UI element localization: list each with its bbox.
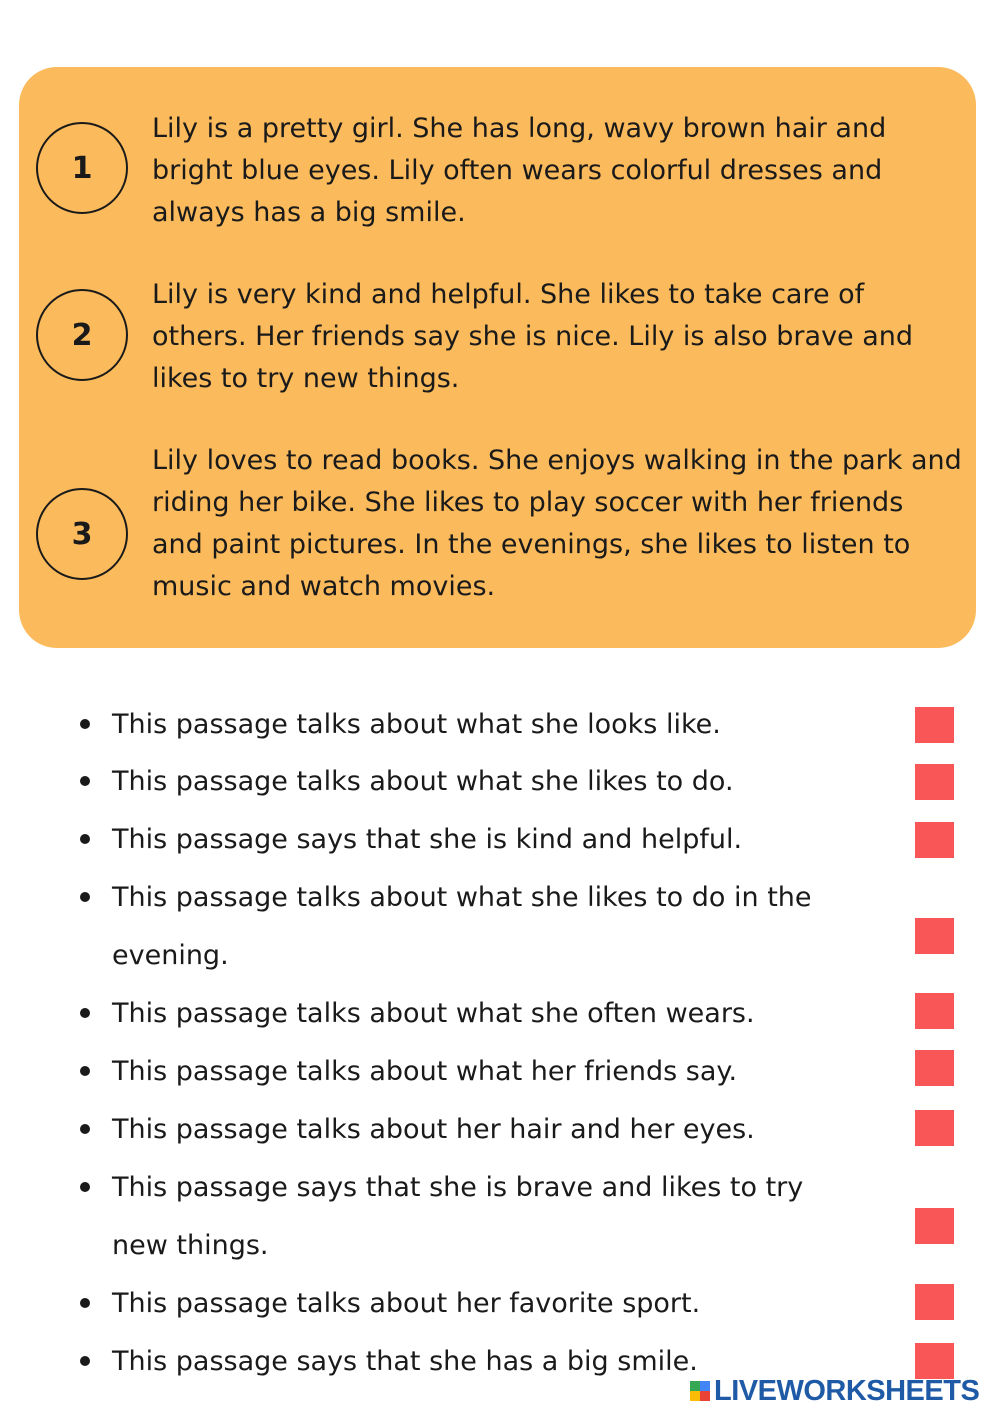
statement-text: This passage says that she is brave and likes to try new things. bbox=[112, 1172, 804, 1261]
statement-text: This passage says that she has a big smile. bbox=[112, 1346, 698, 1377]
statement-text: This passage talks about her favorite sport. bbox=[112, 1288, 701, 1319]
answer-box-5[interactable] bbox=[915, 993, 954, 1029]
passage-number-1: 1 bbox=[36, 122, 128, 214]
answer-box-1[interactable] bbox=[915, 707, 954, 743]
bullet-icon bbox=[80, 834, 90, 844]
statement-text: This passage talks about what she often wears. bbox=[112, 998, 755, 1029]
bullet-icon bbox=[80, 1356, 90, 1366]
statement-item bbox=[80, 1101, 860, 1159]
statement-text: This passage says that she is kind and helpful. bbox=[112, 824, 743, 855]
statement-item bbox=[80, 1159, 860, 1275]
bullet-icon bbox=[80, 1182, 90, 1192]
passage-number-2: 2 bbox=[36, 289, 128, 381]
liveworksheets-logo-icon bbox=[690, 1381, 710, 1401]
statement-item bbox=[80, 1275, 860, 1333]
liveworksheets-logo bbox=[690, 1376, 979, 1406]
bullet-icon bbox=[80, 1124, 90, 1134]
passage-number-3: 3 bbox=[36, 488, 128, 580]
statement-item bbox=[80, 696, 860, 754]
statement-text: This passage talks about what she likes to do. bbox=[112, 766, 734, 797]
answer-box-8[interactable] bbox=[915, 1208, 954, 1244]
bullet-icon bbox=[80, 1298, 90, 1308]
statement-text: This passage talks about what she likes to do in the evening. bbox=[112, 882, 812, 971]
statement-item bbox=[80, 1043, 860, 1101]
statement-item bbox=[80, 869, 860, 985]
statement-text: This passage talks about what she looks like. bbox=[112, 709, 721, 740]
statement-item bbox=[80, 753, 860, 811]
answer-box-9[interactable] bbox=[915, 1284, 954, 1320]
answer-box-6[interactable] bbox=[915, 1050, 954, 1086]
bullet-icon bbox=[80, 892, 90, 902]
statement-item bbox=[80, 811, 860, 869]
logo-text: LIVEWORKSHEETS bbox=[714, 1374, 980, 1407]
passage-1-text: Lily is a pretty girl. She has long, wavy brown hair and bright blue eyes. Lily often wears colorful dresses and always has a big smile. bbox=[152, 113, 887, 228]
passage-3-text: Lily loves to read books. She enjoys walking in the park and riding her bike. She likes to play soccer with her friends and paint pictures. In the evenings, she likes to listen to music and watch movies. bbox=[152, 445, 962, 602]
bullet-icon bbox=[80, 1066, 90, 1076]
statement-item bbox=[80, 985, 860, 1043]
bullet-icon bbox=[80, 719, 90, 729]
statement-text: This passage talks about what her friends say. bbox=[112, 1056, 738, 1087]
statement-text: This passage talks about her hair and her eyes. bbox=[112, 1114, 755, 1145]
bullet-icon bbox=[80, 776, 90, 786]
answer-box-7[interactable] bbox=[915, 1110, 954, 1146]
passage-2-text: Lily is very kind and helpful. She likes to take care of others. Her friends say she is nice. Lily is also brave and likes to try new things. bbox=[152, 279, 914, 394]
answer-box-4[interactable] bbox=[915, 918, 954, 954]
answer-box-2[interactable] bbox=[915, 764, 954, 800]
bullet-icon bbox=[80, 1008, 90, 1018]
answer-box-3[interactable] bbox=[915, 822, 954, 858]
